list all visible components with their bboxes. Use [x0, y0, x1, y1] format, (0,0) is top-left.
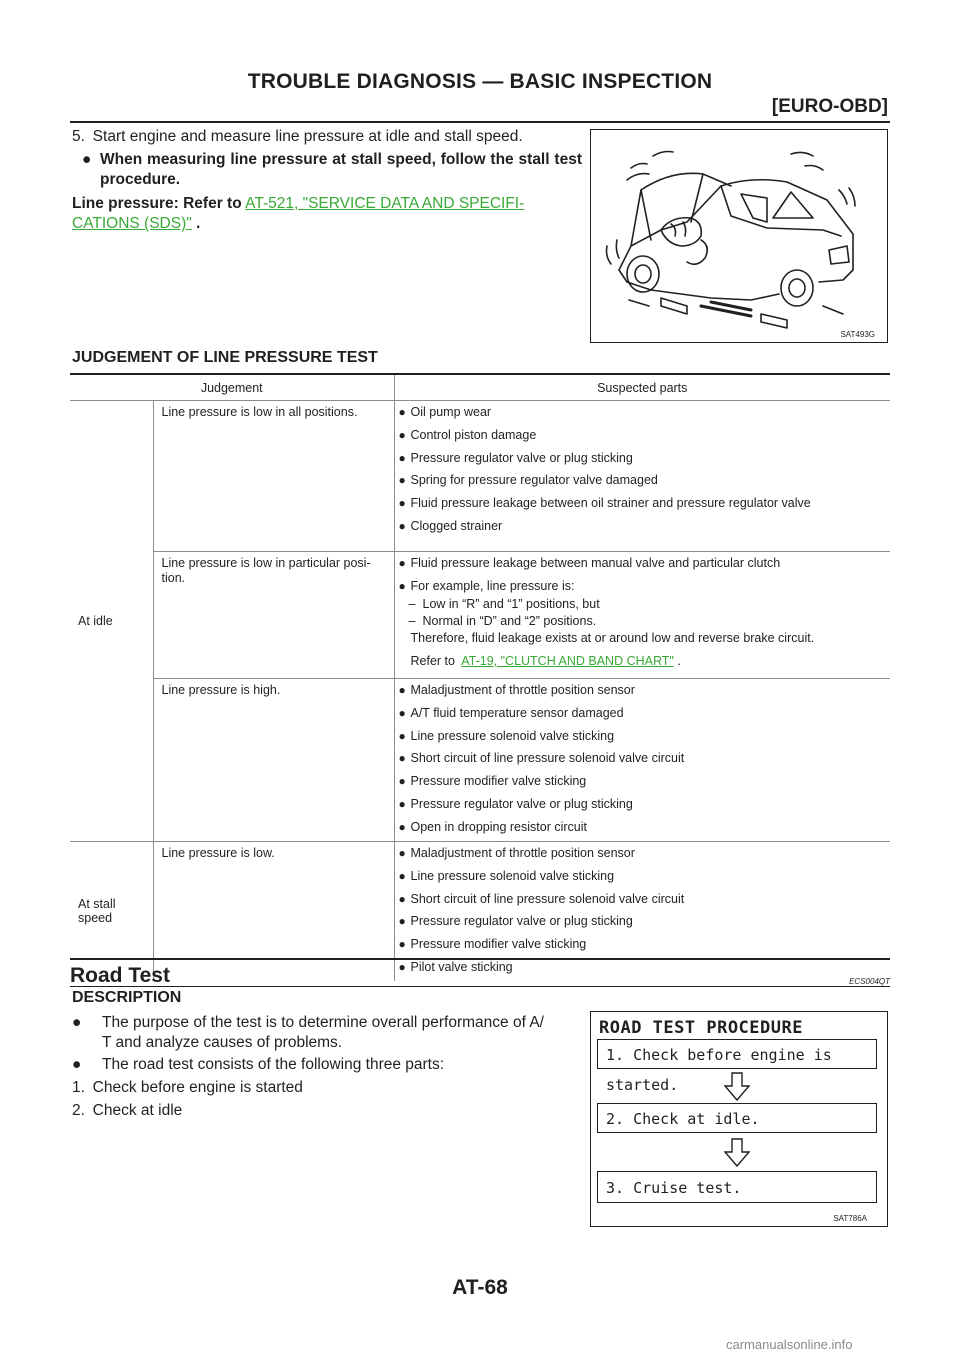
road-test-item-2: 2. Check at idle: [72, 1102, 183, 1119]
link-clutch-band-chart[interactable]: AT-19, "CLUTCH AND BAND CHART": [461, 653, 674, 668]
at-stall-cell: At stall speed: [70, 842, 153, 981]
table-row: [70, 552, 890, 679]
bullet-icon: ●: [72, 1014, 82, 1031]
col-suspected-parts: Suspected parts: [394, 375, 890, 401]
condition-cell: Line pressure is low in all positions.: [153, 401, 394, 552]
judgement-heading: JUDGEMENT OF LINE PRESSURE TEST: [72, 349, 378, 366]
bullet-icon: ●: [72, 1056, 82, 1073]
page-subtitle: [EURO-OBD]: [771, 96, 888, 117]
link-sds[interactable]: AT-521, "SERVICE DATA AND SPECIFI-: [245, 195, 525, 212]
car-hood-open-icon: [591, 130, 887, 342]
parts-cell: ● Oil pump wear ● Control piston damage ● Pressure regulator valve or plug sticking ● Spring for pressure regulator valve damaged ● Fluid pressure leakage between oil strainer and pressure regulator valve ● Clogged strainer: [398, 405, 811, 533]
procedure-step-3: 3. Cruise test.: [597, 1171, 877, 1203]
condition-cell: Line pressure is high.: [153, 679, 394, 842]
procedure-step-2: 2. Check at idle.: [597, 1103, 877, 1133]
parts-cell: ● Maladjustment of throttle position sensor ● Line pressure solenoid valve sticking ● Short circuit of line pressure solenoid valve circuit ● Pressure regulator valve or plug sticking ● Pressure modifier valve sticking ● Pilot valve sticking: [398, 846, 685, 974]
table-bottom-rule: [70, 958, 890, 960]
link-sds-cont[interactable]: CATIONS (SDS)": [72, 215, 192, 232]
road-test-rule: [70, 986, 890, 987]
figure-code: SAT493G: [840, 330, 875, 339]
description-heading: DESCRIPTION: [72, 989, 182, 1006]
at-idle-cell: At idle: [70, 401, 153, 842]
page-number: AT-68: [452, 1276, 508, 1299]
section-code: ECS004QT: [849, 977, 890, 986]
road-test-title: Road Test: [70, 964, 170, 987]
table-row: [70, 842, 890, 981]
road-test-procedure-figure: [590, 1011, 888, 1227]
bullet-icon: ●: [82, 151, 92, 168]
road-test-item-1: 1. Check before engine is started: [72, 1079, 303, 1096]
desc-bullet-2: ● The road test consists of the following three parts:: [72, 1056, 445, 1073]
figure-code: SAT786A: [833, 1214, 867, 1223]
step-5: 5. Start engine and measure line pressure at idle and stall speed.: [72, 128, 523, 145]
down-arrow-icon: [724, 1072, 750, 1102]
col-judgement: Judgement: [70, 375, 394, 401]
down-arrow-icon: [724, 1138, 750, 1168]
procedure-step-1: 1. Check before engine is started.: [597, 1039, 877, 1069]
parts-cell: ● Maladjustment of throttle position sensor ● A/T fluid temperature sensor damaged ● Line pressure solenoid valve sticking ● Short circuit of line pressure solenoid valve circuit ● Pressure modifier valve sticking ● Pressure regulator valve or plug sticking ● Open in dropping resistor circuit: [394, 679, 890, 842]
condition-cell: Line pressure is low in particular posi-tion.: [153, 552, 394, 679]
table-header-row: [70, 375, 890, 401]
table-row: [70, 401, 890, 552]
header-rule: [70, 121, 890, 123]
condition-cell: Line pressure is low.: [153, 842, 394, 981]
desc-bullet-1: ● The purpose of the test is to determine overall performance of A/ T and analyze causes of problems.: [72, 1014, 544, 1051]
page-title: TROUBLE DIAGNOSIS — BASIC INSPECTION: [247, 70, 713, 93]
table-row: [70, 679, 890, 842]
procedure-title: ROAD TEST PROCEDURE: [599, 1018, 803, 1038]
stall-test-note: ● When measuring line pressure at stall speed, follow the stall test procedure.: [82, 151, 582, 188]
parts-cell: ● Fluid pressure leakage between manual valve and particular clutch ● For example, line pressure is: – Low in “R” and “1” positions, but – Normal in “D” and “2” positions. Therefore, fluid leakage exists at or around low and reverse brake circuit. Refer to AT-19, "CLUTCH AND BAND CHART" .: [394, 552, 890, 679]
judgement-table: [70, 375, 890, 981]
car-figure: [590, 129, 888, 343]
watermark: carmanualsonline.info: [726, 1337, 853, 1352]
line-pressure-ref: Line pressure: Refer to AT-521, "SERVICE DATA AND SPECIFI- CATIONS (SDS)" .: [72, 195, 525, 232]
